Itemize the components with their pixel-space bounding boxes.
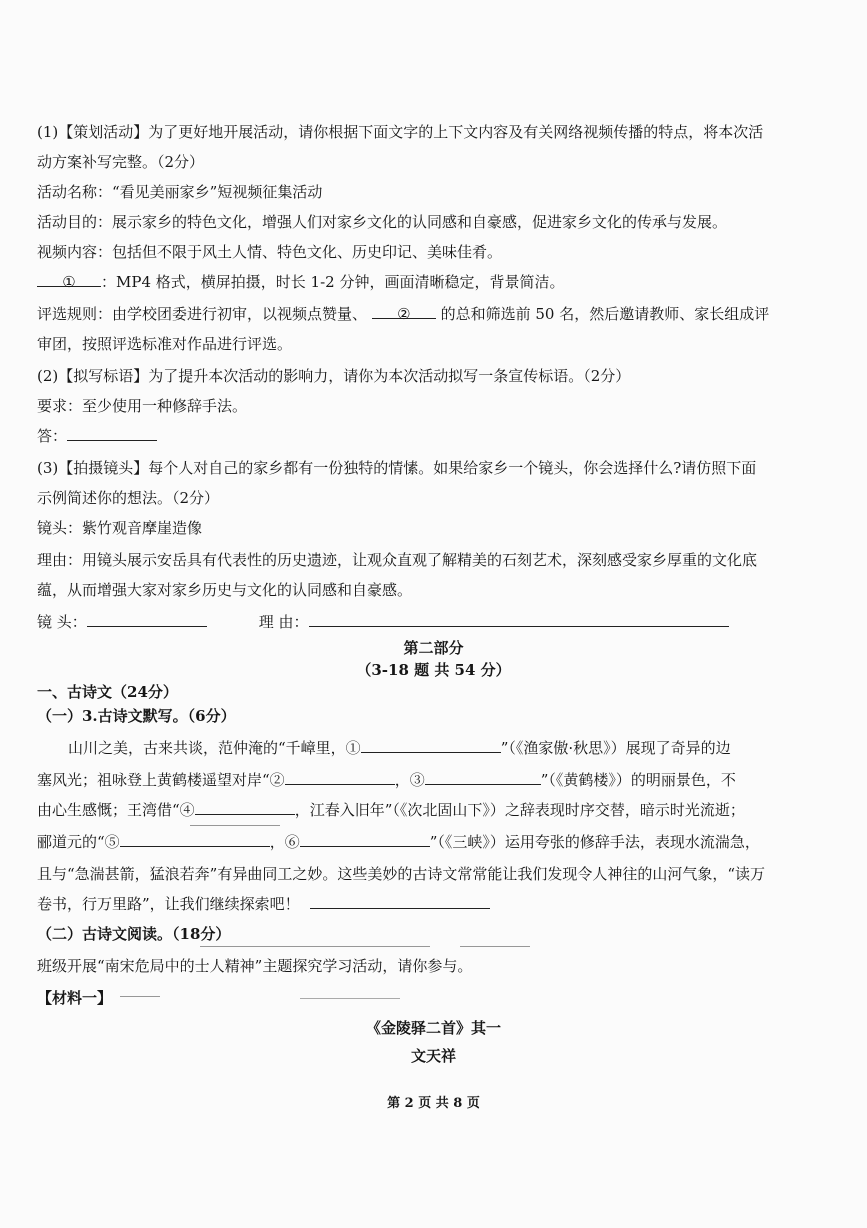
selection-rules-line1 xyxy=(37,304,769,324)
selection-rules-text-b: 的总和筛选前 50 名，然后邀请教师、家长组成评 xyxy=(440,305,770,323)
dictation-blank-5[interactable] xyxy=(120,832,270,847)
shot-label: 镜 头： xyxy=(37,613,87,631)
blank-2[interactable] xyxy=(372,304,436,323)
subsection-1-heading: （一）3.古诗文默写。（6分） xyxy=(37,707,236,725)
dictation-text-2a: 塞风光；祖咏登上黄鹤楼遥望对岸“ xyxy=(37,771,270,789)
marker-3: ③ xyxy=(409,771,425,789)
part-title: 第二部分 xyxy=(403,639,464,657)
example-reason-line1: 理由：用镜头展示安岳具有代表性的历史遗迹，让观众直观了解精美的石刻艺术，深刻感受家乡厚重的文化底 xyxy=(37,551,758,569)
material-1-label: 【材料一】 xyxy=(37,989,113,1007)
blank-1-marker: ① xyxy=(62,273,76,291)
activity-name: 活动名称：“看见美丽家乡”短视频征集活动 xyxy=(37,183,323,201)
reason-blank[interactable] xyxy=(309,612,729,627)
dictation-text-1a: 山川之美，古来共谈，范仲淹的“千嶂里， xyxy=(68,739,346,757)
example-reason-line2: 蕴，从而增强大家对家乡历史与文化的认同感和自豪感。 xyxy=(37,581,413,599)
dictation-line4: 郦道元的“⑤ ，⑥ ”（《三峡》）运用夸张的修辞手法，表现水流湍急， xyxy=(37,833,760,851)
dictation-text-6: 卷书，行万里路”，让我们继续探索吧！ xyxy=(37,895,300,913)
video-content: 视频内容：包括但不限于风土人情、特色文化、历史印记、美味佳肴。 xyxy=(37,243,503,261)
dictation-line5: 且与“急湍甚箭，猛浪若奔”有异曲同工之妙。这些美妙的古诗文常常能让我们发现令人神往的山河气象，“读万 xyxy=(37,865,766,883)
q1-prompt-line1: (1)【策划活动】为了更好地开展活动，请你根据下面文字的上下文内容及有关网络视频传播的特点，将本次活 xyxy=(37,123,764,141)
video-format-line xyxy=(37,272,564,292)
q3-answer-line xyxy=(37,612,729,632)
dictation-text-4b: ”（《三峡》）运用夸张的修辞手法，表现水流湍急， xyxy=(429,833,760,851)
q1-prompt-line2: 动方案补写完整。（2分） xyxy=(37,153,205,171)
example-shot: 镜头：紫竹观音摩崖造像 xyxy=(37,519,203,537)
dictation-blank-1[interactable] xyxy=(361,738,501,753)
stray-underline xyxy=(310,894,490,909)
page-footer: 第 2 页 共 8 页 xyxy=(387,1096,480,1111)
q2-prompt: (2)【拟写标语】为了提升本次活动的影响力，请你为本次活动拟写一条宣传标语。（2分） xyxy=(37,367,631,385)
marker-4: ④ xyxy=(179,801,195,819)
section-1-heading: 一、古诗文（24分） xyxy=(37,683,178,701)
poem-title: 《金陵驿二首》其一 xyxy=(365,1019,501,1037)
q2-answer-blank[interactable] xyxy=(67,426,157,441)
marker-1: ① xyxy=(345,739,361,757)
part-subtitle: （3-18 题 共 54 分） xyxy=(356,661,511,679)
dictation-line6 xyxy=(37,894,490,914)
dictation-line2: 塞风光；祖咏登上黄鹤楼遥望对岸“② ，③ ”（《黄鹤楼》）的明丽景色，不 xyxy=(37,771,736,789)
activity-purpose: 活动目的：展示家乡的特色文化，增强人们对家乡文化的认同感和自豪感，促进家乡文化的传承与发展。 xyxy=(37,213,728,231)
q3-prompt-line2: 示例简述你的想法。（2分） xyxy=(37,489,220,507)
q2-requirement: 要求：至少使用一种修辞手法。 xyxy=(37,397,248,415)
scan-artifact-stroke xyxy=(200,946,430,947)
scan-artifact-stroke xyxy=(120,996,160,997)
dictation-text-3b: ，江春入旧年”（《次北固山下》）之辞表现时序交替，暗示时光流逝； xyxy=(294,801,745,819)
selection-rules-line2: 审团，按照评选标准对作品进行评选。 xyxy=(37,335,293,353)
dictation-text-1b: ”（《渔家傲·秋思》）展现了奇异的边 xyxy=(500,739,731,757)
blank-1[interactable] xyxy=(37,272,101,291)
poem-author: 文天祥 xyxy=(410,1047,456,1065)
selection-rules-text-a: 评选规则：由学校团委进行初审，以视频点赞量、 xyxy=(37,305,368,323)
activity-intro: 班级开展“南宋危局中的士人精神”主题探究学习活动，请你参与。 xyxy=(37,957,473,975)
dictation-blank-3[interactable] xyxy=(425,770,541,785)
shot-blank[interactable] xyxy=(87,612,207,627)
dictation-text-3a: 由心生感慨；王湾借“ xyxy=(37,801,180,819)
dictation-blank-6[interactable] xyxy=(300,832,430,847)
blank-2-marker: ② xyxy=(397,305,411,323)
marker-6: ⑥ xyxy=(284,833,300,851)
scan-artifact-stroke xyxy=(190,825,280,826)
scan-artifact-stroke xyxy=(460,946,530,947)
dictation-blank-2[interactable] xyxy=(285,770,395,785)
dictation-line1 xyxy=(68,738,731,758)
dictation-blank-4[interactable] xyxy=(195,800,295,815)
q2-answer-label: 答： xyxy=(37,427,68,445)
marker-5: ⑤ xyxy=(104,833,120,851)
video-format-text: ：MP4 格式，横屏拍摄，时长 1-2 分钟，画面清晰稳定，背景简洁。 xyxy=(101,273,565,291)
subsection-2-heading: （二）古诗文阅读。（18分） xyxy=(37,925,231,943)
q2-answer-line xyxy=(37,426,157,446)
marker-2: ② xyxy=(269,771,285,789)
dictation-text-4a: 郦道元的“ xyxy=(37,833,105,851)
reason-label: 理 由： xyxy=(258,613,309,631)
q3-prompt-line1: (3)【拍摄镜头】每个人对自己的家乡都有一份独特的情愫。如果给家乡一个镜头，你会选择什么?请仿照下面 xyxy=(37,459,757,477)
dictation-text-2b: ”（《黄鹤楼》）的明丽景色，不 xyxy=(540,771,736,789)
dictation-line3 xyxy=(37,800,745,820)
scan-artifact-stroke xyxy=(300,998,400,999)
